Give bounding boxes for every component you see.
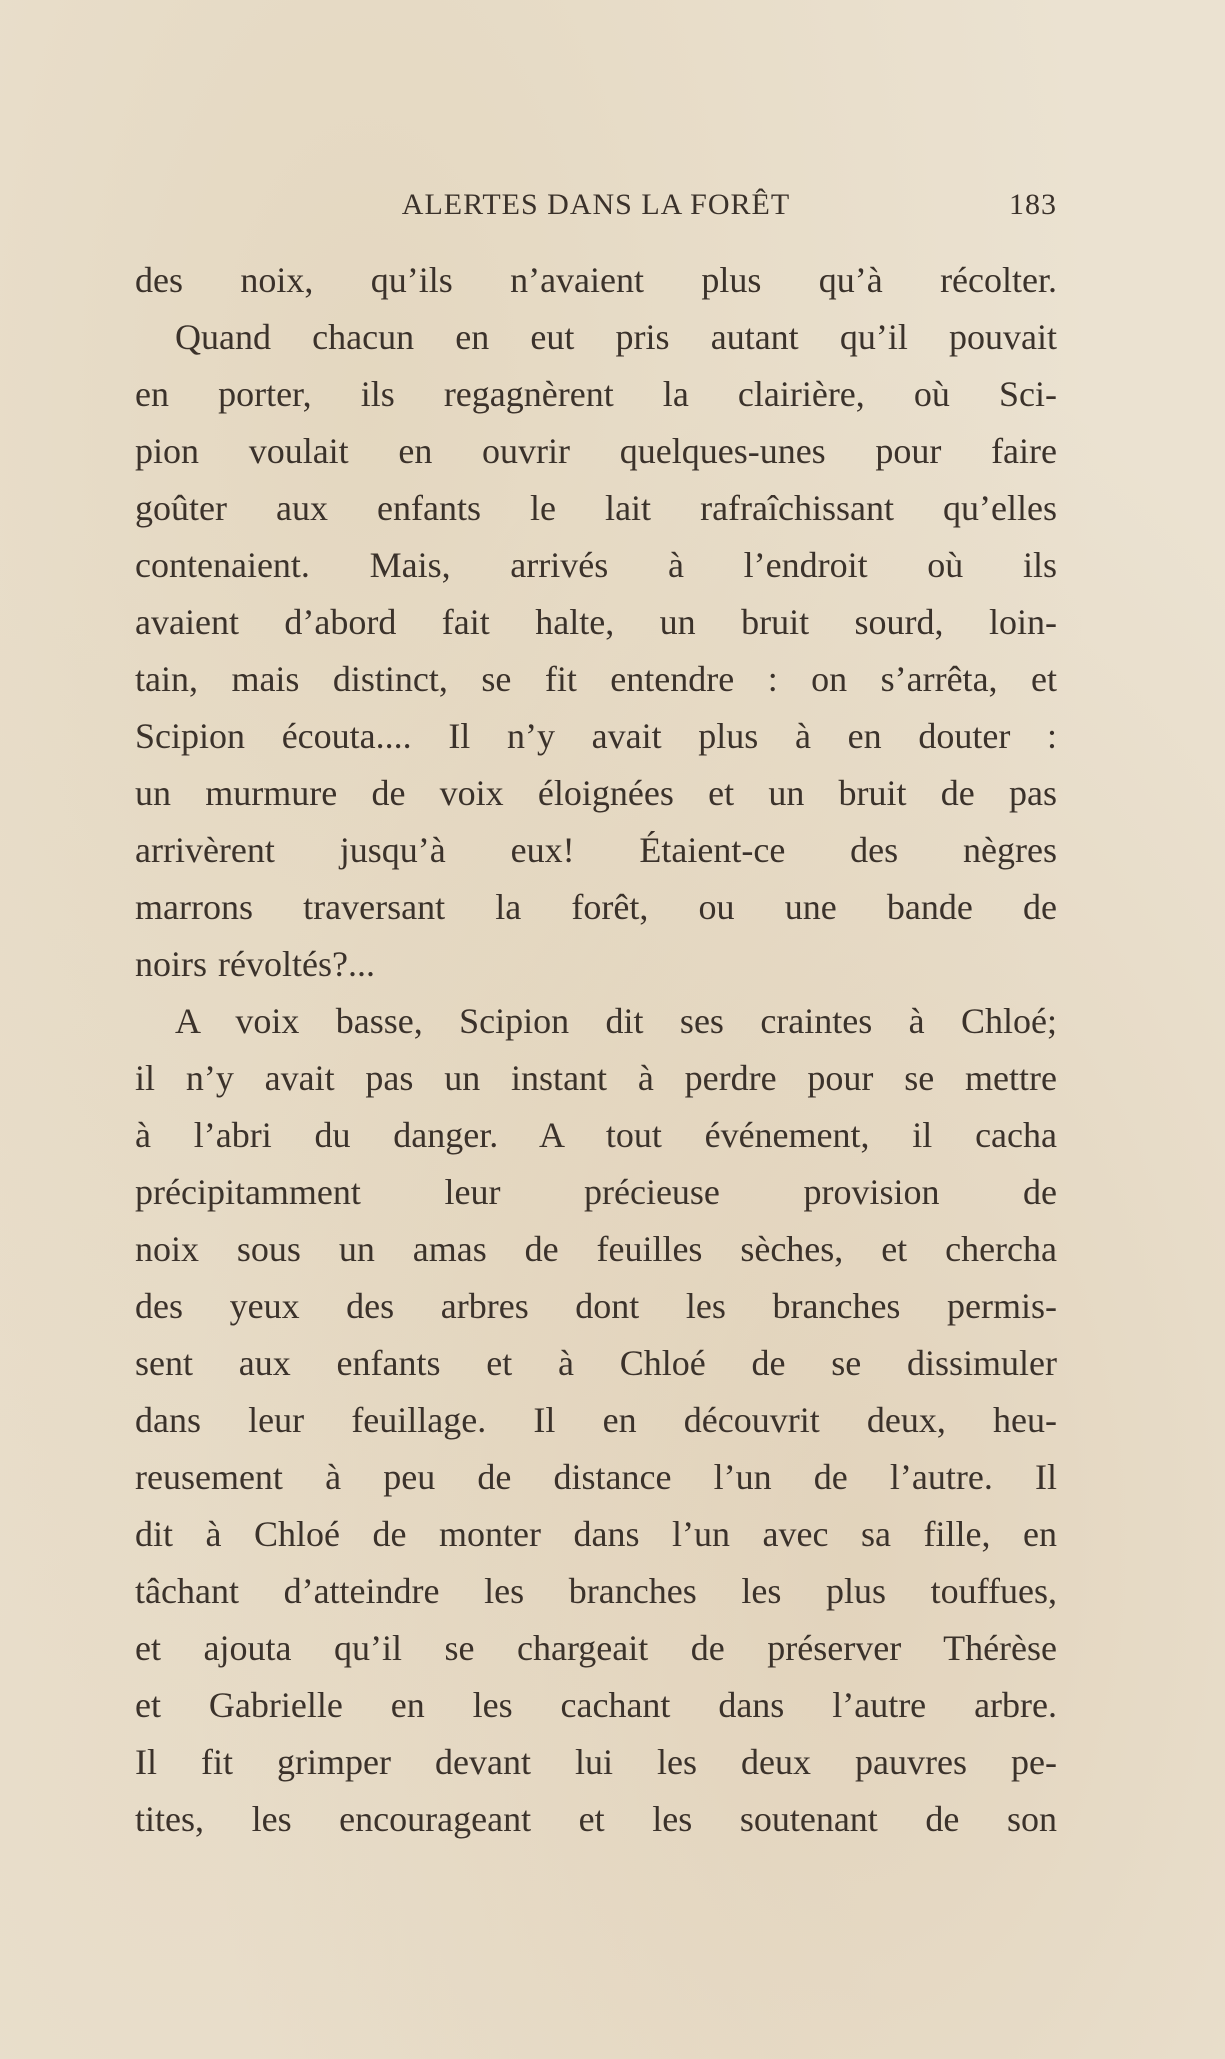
text-line: marrons traversant la forêt, ou une bande de (135, 887, 1057, 927)
text-line: Quand chacun en eut pris autant qu’il pouvait (175, 317, 1057, 357)
text-line: en porter, ils regagnèrent la clairière, où Sci- (135, 374, 1057, 414)
text-line: Il fit grimper devant lui les deux pauvres pe- (135, 1742, 1057, 1782)
running-title: ALERTES DANS LA FORÊT (401, 188, 791, 221)
text-line: des yeux des arbres dont les branches permis- (135, 1286, 1057, 1326)
text-line: dit à Chloé de monter dans l’un avec sa fille, en (135, 1514, 1057, 1554)
text-line: un murmure de voix éloignées et un bruit de pas (135, 773, 1057, 813)
text-line: des noix, qu’ils n’avaient plus qu’à récolter. (135, 260, 1057, 300)
text-line: Scipion écouta.... Il n’y avait plus à en douter : (135, 716, 1057, 756)
text-line: dans leur feuillage. Il en découvrit deux, heu- (135, 1400, 1057, 1440)
text-line: A voix basse, Scipion dit ses craintes à Chloé; (175, 1001, 1057, 1041)
body-text (135, 252, 1057, 1848)
text-line: noirs révoltés?... (135, 944, 375, 984)
text-line: goûter aux enfants le lait rafraîchissant qu’elles (135, 488, 1057, 528)
running-header (135, 188, 1057, 232)
text-line: tites, les encourageant et les soutenant de son (135, 1799, 1057, 1839)
text-line: pion voulait en ouvrir quelques-unes pour faire (135, 431, 1057, 471)
text-line: arrivèrent jusqu’à eux! Étaient-ce des nègres (135, 830, 1057, 870)
text-line: à l’abri du danger. A tout événement, il cacha (135, 1115, 1057, 1155)
text-line: tain, mais distinct, se fit entendre : on s’arrêta, et (135, 659, 1057, 699)
text-line: et Gabrielle en les cachant dans l’autre arbre. (135, 1685, 1057, 1725)
page-number: 183 (1009, 188, 1057, 221)
text-line: et ajouta qu’il se chargeait de préserver Thérèse (135, 1628, 1057, 1668)
text-line: noix sous un amas de feuilles sèches, et chercha (135, 1229, 1057, 1269)
text-line: contenaient. Mais, arrivés à l’endroit où ils (135, 545, 1057, 585)
text-line: avaient d’abord fait halte, un bruit sourd, loin- (135, 602, 1057, 642)
text-line: reusement à peu de distance l’un de l’autre. Il (135, 1457, 1057, 1497)
text-line: précipitamment leur précieuse provision de (135, 1172, 1057, 1212)
text-line: il n’y avait pas un instant à perdre pour se mettre (135, 1058, 1057, 1098)
text-line: sent aux enfants et à Chloé de se dissimuler (135, 1343, 1057, 1383)
text-line: tâchant d’atteindre les branches les plus touffues, (135, 1571, 1057, 1611)
